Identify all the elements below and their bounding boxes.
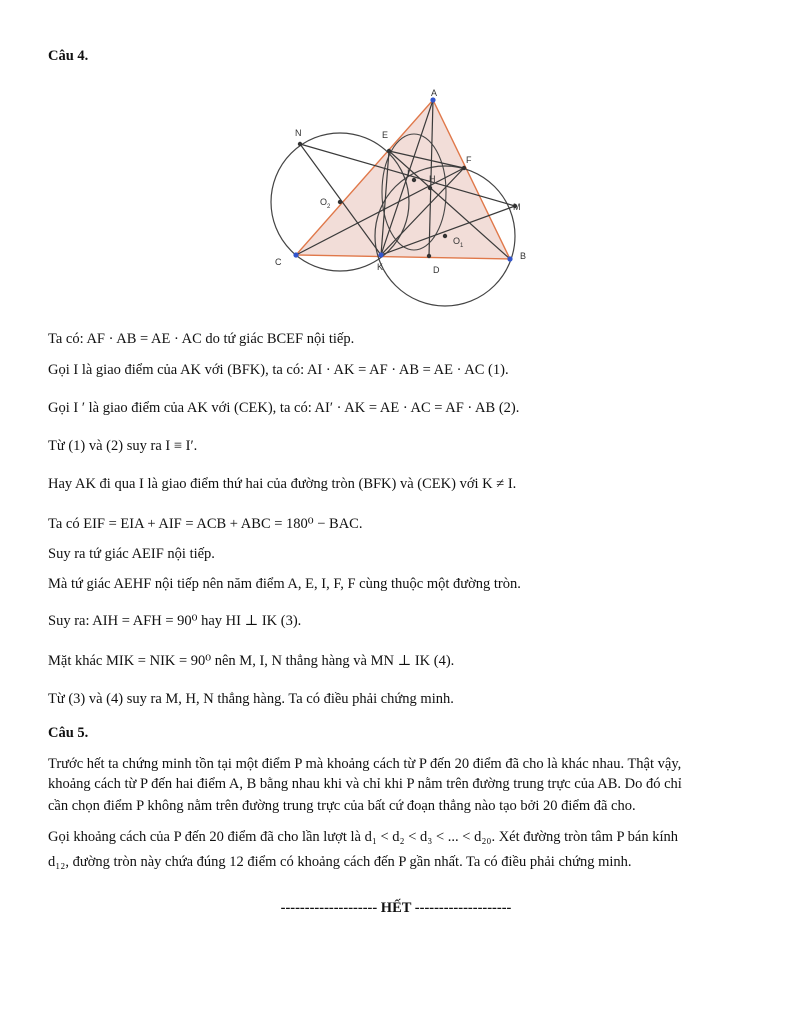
point-o1 <box>443 234 447 238</box>
label-c: C <box>275 257 282 267</box>
q4-line-2: Gọi I là giao điểm của AK với (BFK), ta có: AI · AK = AF · AB = AE · AC (1). <box>48 362 509 378</box>
label-d: D <box>433 265 440 275</box>
point-a <box>430 97 435 102</box>
label-f: F <box>466 155 472 165</box>
q5-para2-line-2: d₁₂, đường tròn này chứa đúng 12 điểm có khoảng cách đến P gần nhất. Ta có điều phải chứng minh. <box>48 854 632 870</box>
end-marker: -------------------- HẾT -------------------- <box>280 900 512 916</box>
point-k <box>378 252 383 257</box>
q4-line-11: Từ (3) và (4) suy ra M, H, N thẳng hàng. Ta có điều phải chứng minh. <box>48 691 454 707</box>
question-5-heading: Câu 5. <box>48 725 89 741</box>
label-b: B <box>520 251 527 261</box>
label-o2: $O_2$ <box>320 197 331 210</box>
q4-line-3: Gọi I ′ là giao điểm của AK với (CEK), ta có: AI′ · AK = AE · AC = AF · AB (2). <box>48 400 520 416</box>
q5-para2-line-1: Gọi khoảng cách của P đến 20 điểm đã cho lần lượt là d₁ < d₂ < d₃ < ... < d₂₀. Xét đường tròn tâm P bán kính <box>48 829 678 845</box>
q4-line-6: Ta có EIF = EIA + AIF = ACB + ABC = 180⁰ − BAC. <box>48 516 363 532</box>
q4-line-5: Hay AK đi qua I là giao điểm thứ hai của đường tròn (BFK) và (CEK) với K ≠ I. <box>48 476 517 492</box>
q4-line-4: Từ (1) và (2) suy ra I ≡ I′. <box>48 438 198 454</box>
point-e <box>387 149 391 153</box>
point-d <box>427 254 431 258</box>
point-b <box>507 256 512 261</box>
q5-para1-line-2: khoảng cách từ P đến hai điểm A, B bằng nhau khi và chỉ khi P nằm trên đường trung trực của AB. Do đó chỉ <box>48 776 682 792</box>
q4-line-10: Mặt khác MIK = NIK = 90⁰ nên M, I, N thẳng hàng và MN ⊥ IK (4). <box>48 653 455 669</box>
q5-para1-line-3: cần chọn điểm P không nằm trên đường trung trực của bất cứ đoạn thẳng nào tạo bởi 20 điểm đã cho. <box>48 798 636 814</box>
label-h: H <box>429 174 436 184</box>
point-o2 <box>338 200 342 204</box>
geometry-figure <box>264 86 534 308</box>
q4-line-8: Mà tứ giác AEHF nội tiếp nên năm điểm A, E, I, F, F cùng thuộc một đường tròn. <box>48 576 521 592</box>
q4-line-9: Suy ra: AIH = AFH = 90⁰ hay HI ⊥ IK (3). <box>48 613 302 629</box>
label-k: K <box>377 262 384 272</box>
point-i <box>412 178 416 182</box>
point-h <box>428 186 432 190</box>
label-e: E <box>382 130 389 140</box>
q4-line-1: Ta có: AF · AB = AE · AC do tứ giác BCEF nội tiếp. <box>48 331 355 347</box>
q4-line-7: Suy ra tứ giác AEIF nội tiếp. <box>48 546 215 562</box>
label-n: N <box>295 128 302 138</box>
question-4-heading: Câu 4. <box>48 48 89 64</box>
point-f <box>462 166 466 170</box>
label-m: M <box>513 202 521 212</box>
q5-para1-line-1: Trước hết ta chứng minh tồn tại một điểm P mà khoảng cách từ P đến 20 điểm đã cho là khác nhau. Thật vậy, <box>48 756 682 772</box>
label-a: A <box>431 88 438 98</box>
label-i: I <box>407 168 410 178</box>
label-o1: $O_1$ <box>453 236 464 249</box>
point-c <box>293 252 298 257</box>
point-n <box>298 142 302 146</box>
